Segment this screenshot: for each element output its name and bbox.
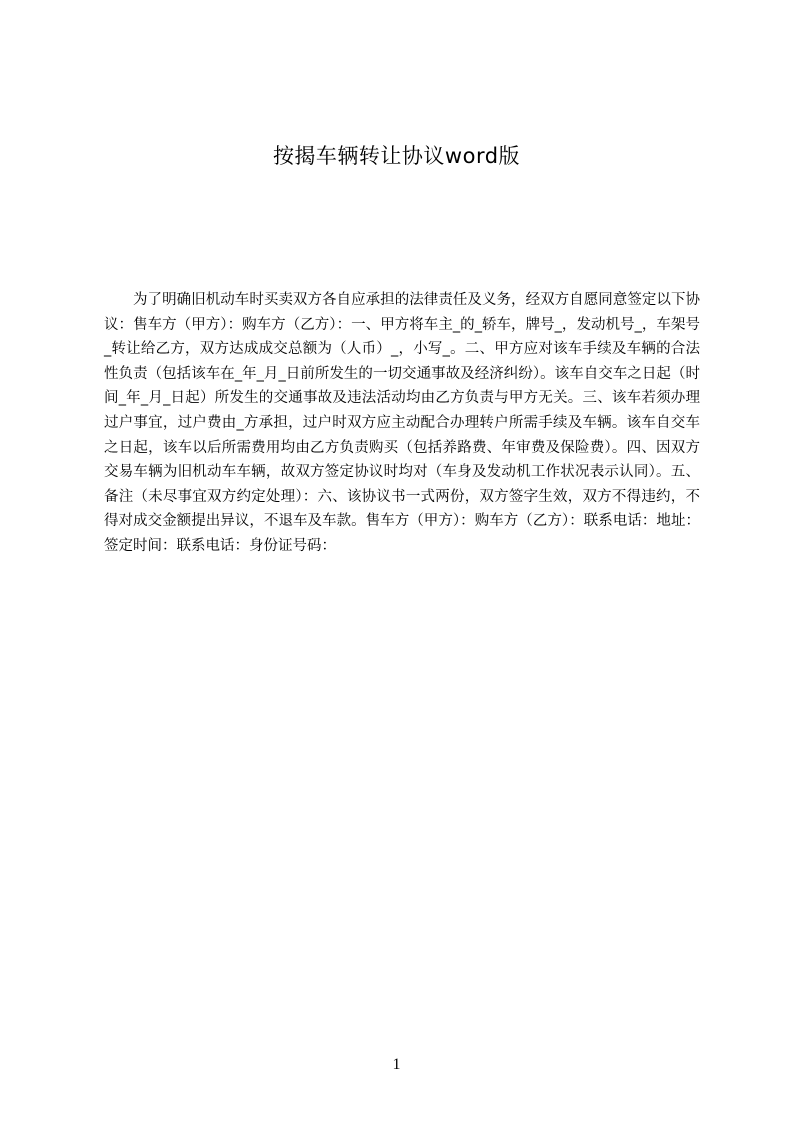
document-title: 按揭车辆转让协议word版: [272, 144, 521, 168]
page-number: 1: [392, 1056, 401, 1073]
agreement-body: 为了明确旧机动车时买卖双方各自应承担的法律责任及义务，经双方自愿同意签定以下协议：售车方（甲方）：购车方（乙方）：一、甲方将车主_的_轿车，牌号_，发动机号_，车架号_转让给乙方，双方达成成交总额为（人币）_，小写_。二、甲方应对该车手续及车辆的合法性负责（包括该车在_年_月_日前所发生的一切交通事故及经济纠纷）。该车自交车之日起（时间_年_月_日起）所发生的交通事故及违法活动均由乙方负责与甲方无关。三、该车若须办理过户事宜，过户费由_方承担，过户时双方应主动配合办理转户所需手续及车辆。该车自交车之日起，该车以后所需费用均由乙方负责购买（包括养路费、年审费及保险费）。四、因双方交易车辆为旧机动车车辆，故双方签定协议时均对（车身及发动机工作状况表示认同）。五、备注（未尽事宜双方约定处理）：六、该协议书一式两份，双方签字生效，双方不得违约，不得对成交金额提出异议，不退车及车款。售车方（甲方）：购车方（乙方）：联系电话：地址：签定时间：联系电话：身份证号码：: [104, 292, 700, 554]
